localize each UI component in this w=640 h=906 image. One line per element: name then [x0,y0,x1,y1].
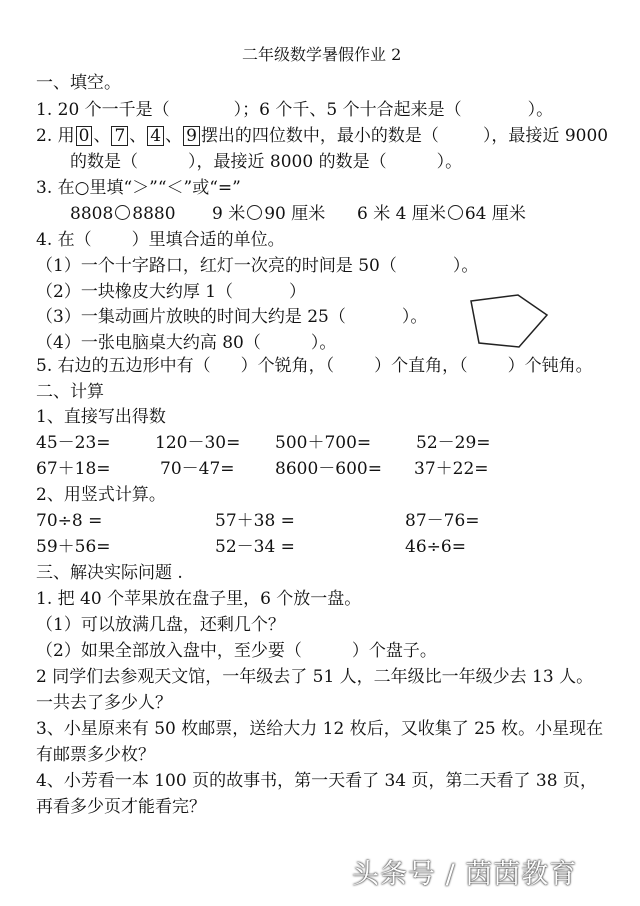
problem-1: 1. 把 40 个苹果放在盘子里，6 个放一盘。 [36,589,362,609]
page-title: 二年级数学暑假作业 2 [242,45,402,64]
q3-c2-right: 90 厘米 [264,204,326,224]
q4-i1-b: ）。 [452,256,479,276]
calc-r1-c2: 120－30= [155,433,241,453]
q3-c1-right: 8880 [132,204,176,224]
q4-i4-a: （4）一张电脑桌大约高 80（ [36,333,261,353]
q2-text-b: 摆出的四位数中，最小的数是（ [200,126,439,146]
problem-3-line-1: 3、小星原来有 50 枚邮票，送给大力 12 枚后，又收集了 25 枚。小星现在 [36,719,604,739]
q1-text-b: ）；6 个千、5 个十合起来是（ [233,100,462,120]
q4-item-3 [36,306,427,328]
p1b-text-b: ）个盘子。 [351,641,437,661]
q1-text-a: 1. 20 个一千是（ [36,100,170,120]
q5-text-b: ）个锐角，（ [240,356,335,376]
q4-i4-b: ）。 [310,333,337,353]
calc-r2-c2: 70－47= [160,459,235,479]
q3-c3-right: 64 厘米 [464,204,526,224]
q2-l2-b: ），最接近 8000 的数是（ [188,152,387,172]
q3-compare-1 [70,203,176,225]
q4-heading [36,229,285,251]
vert-r1-c2: 57＋38 = [215,511,295,531]
q5-text-c: ）个直角，（ [374,356,468,376]
q4-i3-a: （3）一集动画片放映的时间大约是 25（ [36,307,346,327]
q4-i2-a: （2）一块橡皮大约厚 1（ [36,282,234,302]
section-1-heading: 一、填空。 [36,73,121,93]
digit-card-7: 7 [111,126,128,146]
q2-sep-3: 、 [165,126,183,146]
problem-2-line-1: 2 同学们去参观天文馆，一年级去了 51 人，二年级比一年级少去 13 人。 [36,667,594,687]
calc-r2-c4: 37＋22= [414,459,489,479]
vert-r1-c1: 70÷8 = [36,511,103,531]
pentagon-figure [466,293,556,353]
q2-text-a: 2. 用 [36,126,75,146]
digit-card-9: 9 [183,126,200,146]
q2-line-1 [36,125,608,147]
q5-line [36,355,593,377]
digit-card-4: 4 [147,126,164,146]
q1-line [36,99,553,121]
q2-line-2 [70,151,462,173]
watermark: 头条号 / 茵茵教育 [352,859,578,890]
q4-i3-b: ）。 [401,307,428,327]
digit-card-0: 0 [76,126,93,146]
q3-c3-left: 6 米 4 厘米 [357,204,446,224]
problem-1-part-1: （1）可以放满几盘，还剩几个？ [36,615,285,635]
problem-4-line-2: 再看多少页才能看完？ [36,797,206,817]
problem-2-line-2: 一共去了多少人？ [36,693,172,713]
q4-head-b: ）里填合适的单位。 [131,230,285,250]
calc-r1-c1: 45－23= [36,433,111,453]
q2-l2-c: ）。 [436,152,463,172]
pentagon-shape [471,295,547,347]
q1-text-c: ）。 [527,100,554,120]
q4-item-2 [36,281,306,303]
q4-head-a: 4. 在（ [36,230,92,250]
vert-r2-c2: 52－34 = [215,537,295,557]
vert-r2-c3: 46÷6= [405,537,466,557]
q4-item-1 [36,255,478,277]
problem-4-line-1: 4、小芳看一本 100 页的故事书，第一天看了 34 页，第二天看了 38 页， [36,771,597,791]
q2-text-c: ），最接近 9000 [482,126,609,146]
calc-sub-1: 1、直接写出得数 [36,407,166,427]
compare-circle-icon [247,205,262,220]
q5-text-d: ）个钝角。 [507,356,593,376]
q4-item-4 [36,332,336,354]
calc-r1-c3: 500＋700= [275,433,372,453]
calc-r2-c3: 8600－600= [275,459,382,479]
section-3-heading: 三、解决实际问题 . [36,563,183,583]
vert-r2-c1: 59＋56= [36,537,111,557]
q4-i1-a: （1）一个十字路口，红灯一次亮的时间是 50（ [36,256,397,276]
p1b-text-a: （2）如果全部放入盘中，至少要（ [36,641,302,661]
q3-compare-2 [212,203,325,225]
calc-sub-2: 2、用竖式计算。 [36,485,166,505]
q2-sep-2: 、 [129,126,147,146]
problem-1-part-2 [36,640,437,662]
q5-text-a: 5. 右边的五边形中有（ [36,356,211,376]
calc-r1-c4: 52－29= [416,433,491,453]
q2-l2-a: 的数是（ [70,152,138,172]
compare-circle-icon [115,205,130,220]
problem-3-line-2: 有邮票多少枚？ [36,745,155,765]
q2-sep-1: 、 [93,126,111,146]
q3-c1-left: 8808 [70,204,114,224]
calc-r2-c1: 67＋18= [36,459,111,479]
compare-circle-icon [448,205,463,220]
q4-i2-b: ） [289,282,307,302]
vert-r1-c3: 87－76= [405,511,480,531]
q3-compare-3 [357,203,526,225]
section-2-heading: 二、计算 [36,382,104,402]
q3-heading: 3. 在○里填“＞”“＜”或“=” [36,178,241,198]
q3-c2-left: 9 米 [212,204,246,224]
